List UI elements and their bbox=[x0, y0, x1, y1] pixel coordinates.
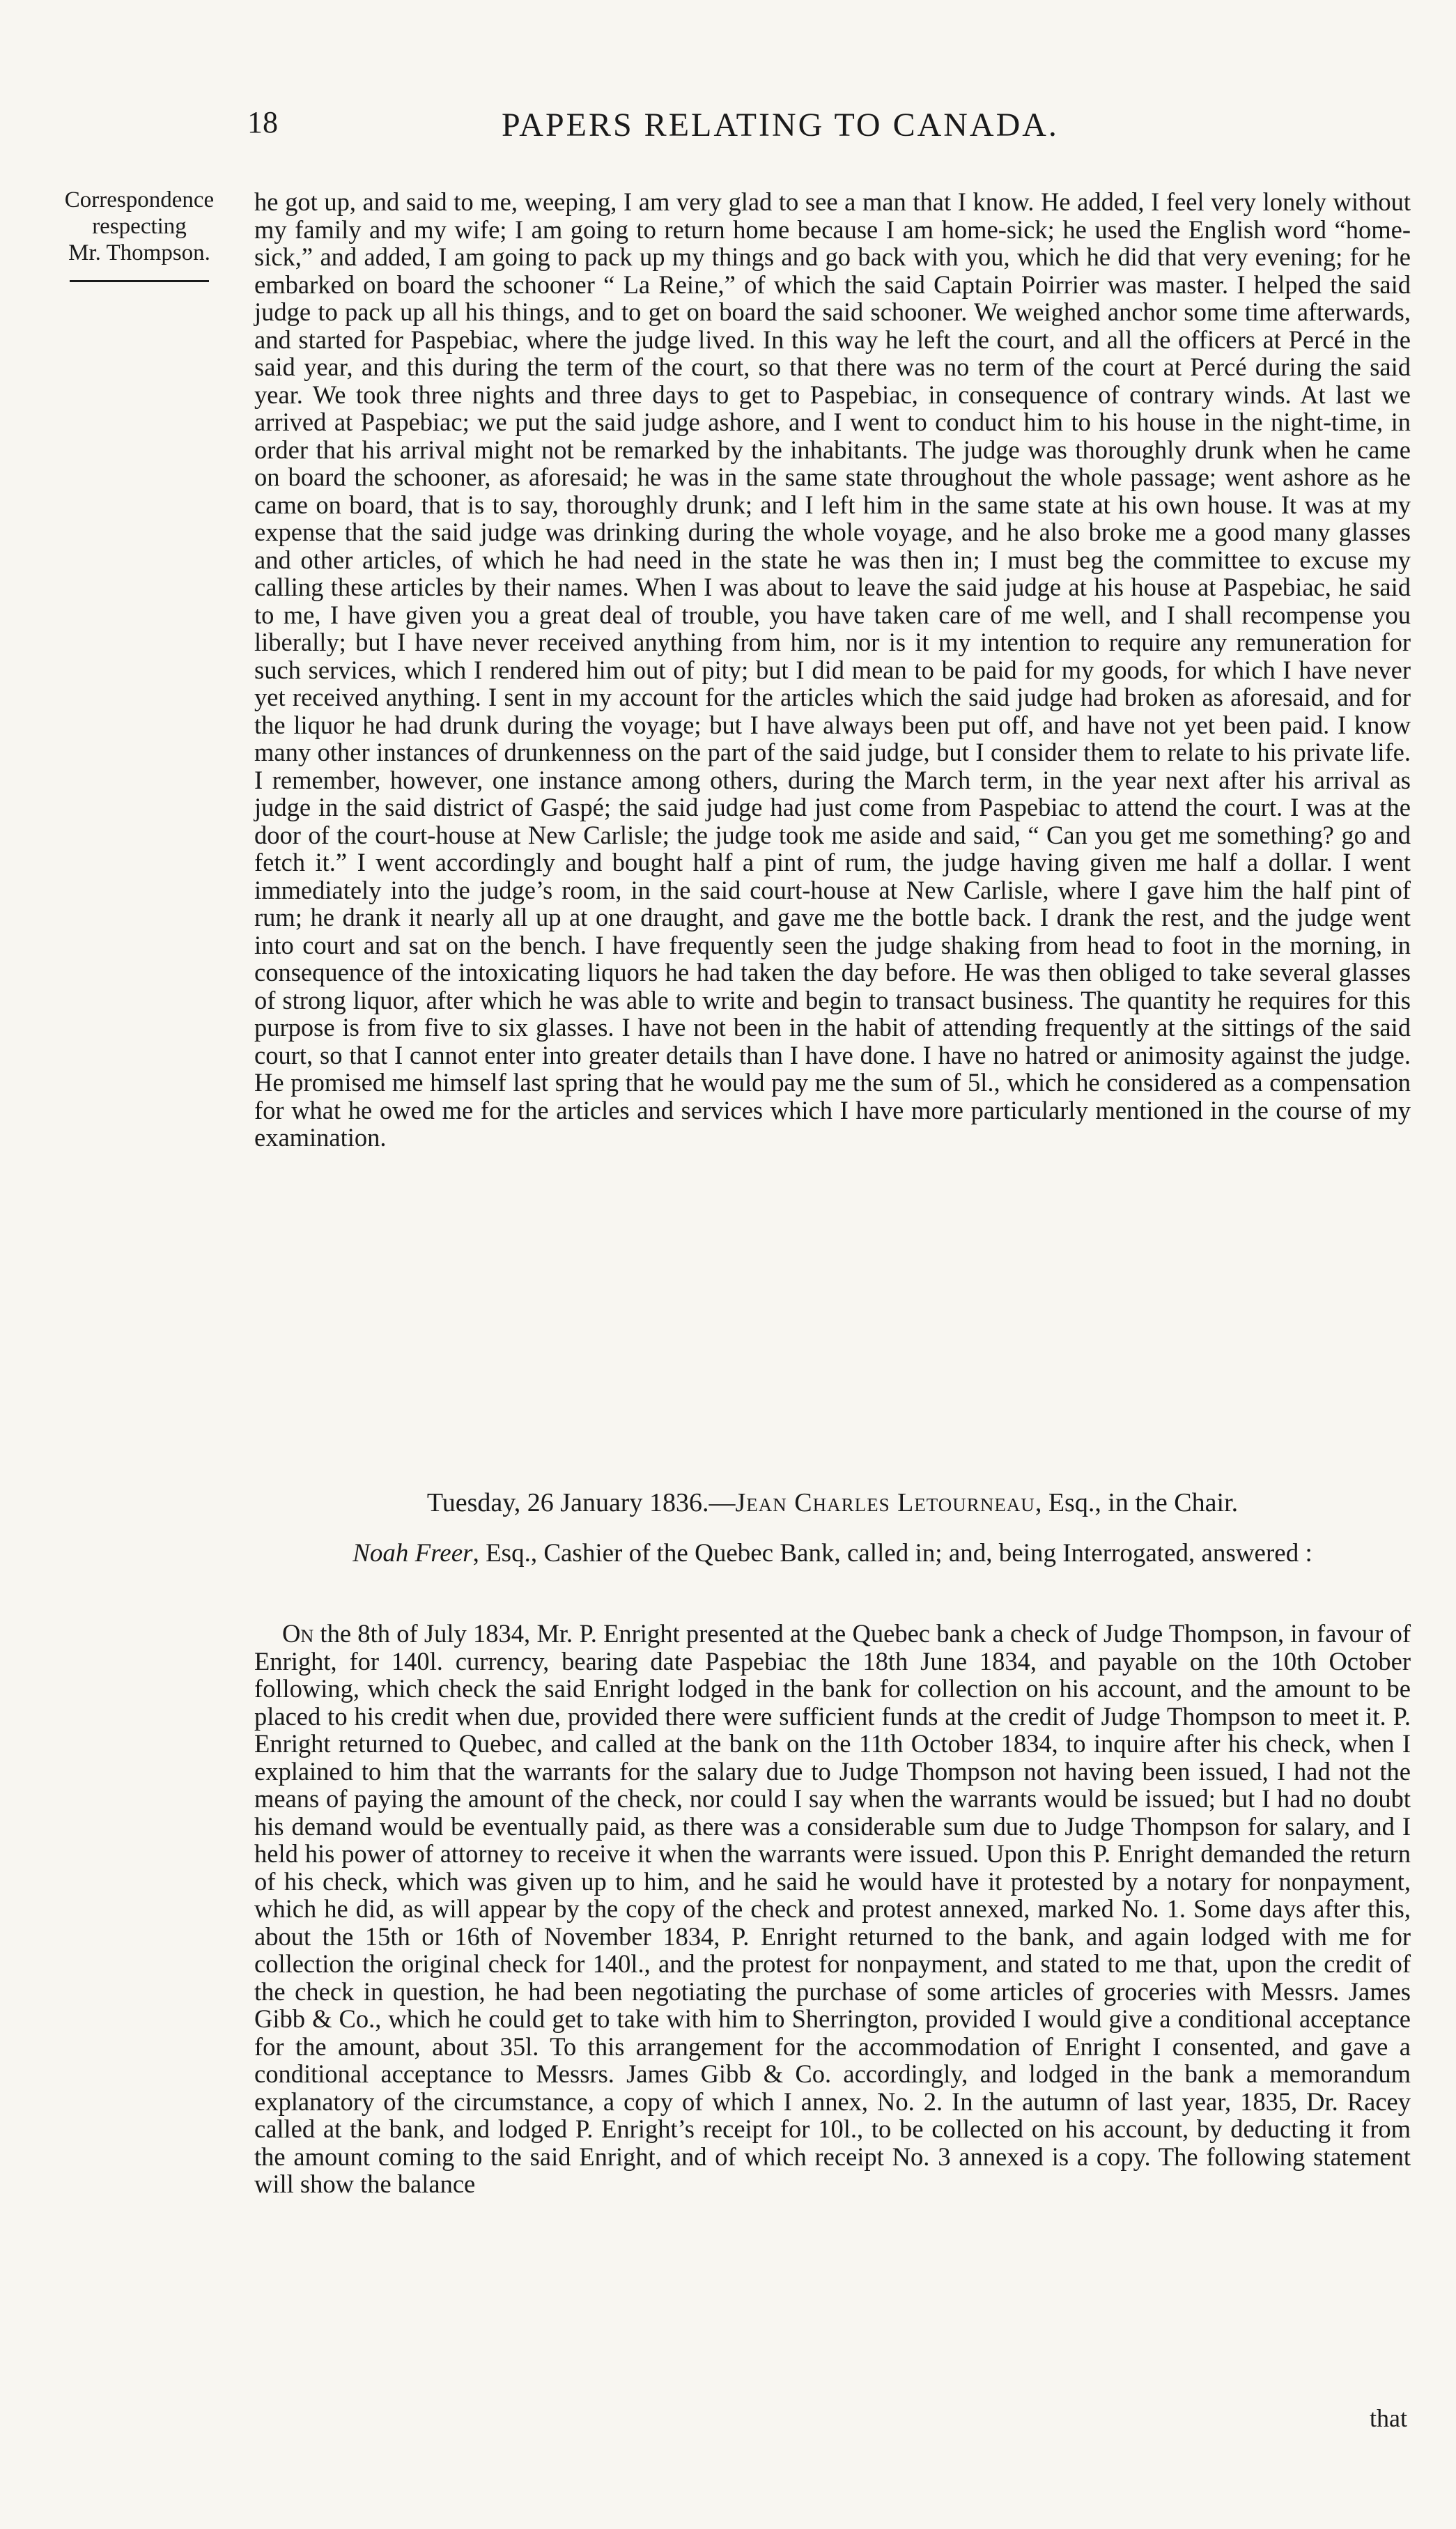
session-date: Tuesday, 26 January 1836.— bbox=[426, 1488, 736, 1517]
page-number: 18 bbox=[247, 105, 278, 139]
answer-lead-word: On bbox=[282, 1619, 314, 1648]
margin-note-line: Correspondence bbox=[64, 187, 215, 212]
witness-name: Noah Freer bbox=[353, 1539, 473, 1568]
witness-answer bbox=[254, 1620, 1411, 2198]
chair-name: Jean Charles Letourneau bbox=[735, 1488, 1035, 1517]
margin-note bbox=[35, 187, 244, 282]
running-title: PAPERS RELATING TO CANADA. bbox=[502, 107, 1059, 144]
witness-description: , Esq., Cashier of the Quebec Bank, called in; and, being Interrogated, answered : bbox=[472, 1539, 1312, 1568]
witness-heading bbox=[254, 1540, 1411, 1568]
margin-note-line: respecting bbox=[92, 214, 187, 239]
chair-suffix: , Esq., in the Chair. bbox=[1035, 1488, 1239, 1517]
testimony-paragraph: he got up, and said to me, weeping, I am very glad to see a man that I know. He added, I feel very lonely without my family and my wife; I am going to return home because I am home-sick; he used the English word “home-sick,” and added, I am going to pack up my things and go back with you, which he did that very evening; for he embarked on board the schooner “ La Reine,” of which the said Captain Poirrier was master. I helped the said judge to pack up all his things, and to get on board the said schooner. We weighed anchor some time afterwards, and started for Paspebiac, where the judge lived. In this way he left the court, and all the officers at Percé in the said year, and this during the term of the court, so that there was no term of the court at Percé during the said year. We took three nights and three days to get to Paspebiac, in consequence of contrary winds. At last we arrived at Paspebiac; we put the said judge ashore, and I went to conduct him to his house in the night-time, in order that his arrival might not be remarked by the inhabitants. The judge was thoroughly drunk when he came on board the schooner, as aforesaid; he was in the same state throughout the whole passage; went ashore as he came on board, that is to say, thoroughly drunk; and I left him in the same state at his own house. It was at my expense that the said judge was drinking during the whole voyage, and he also broke me a good many glasses and other articles, of which he had need in the state he was then in; I must beg the committee to excuse my calling these articles by their names. When I was about to leave the said judge at his house at Paspebiac, he said to me, I have given you a great deal of trouble, you have taken care of me well, and I shall recompense you liberally; but I have never received anything from him, nor is it my intention to require any remuneration for such services, which I rendered him out of pity; but I did mean to be paid for my goods, for which I have never yet received anything. I sent in my account for the articles which the said judge had broken as aforesaid, and for the liquor he had drunk during the voyage; but I have always been put off, and have not yet been paid. I know many other instances of drunkenness on the part of the said judge, but I consider them to relate to his private life. I remember, however, one instance among others, during the March term, in the year next after his arrival as judge in the said district of Gaspé; the said judge had just come from Paspebiac to attend the court. I was at the door of the court-house at New Carlisle; the judge took me aside and said, “ Can you get me something? go and fetch it.” I went accordingly and bought half a pint of rum, the judge having given me half a dollar. I went immediately into the judge’s room, in the said court-house at New Carlisle, where I gave him the half pint of rum; he drank it nearly all up at one draught, and gave me the bottle back. I drank the rest, and the judge went into court and sat on the bench. I have frequently seen the judge shaking from head to foot in the morning, in consequence of the intoxicating liquors he had taken the day before. He was then obliged to take several glasses of strong liquor, after which he was able to write and begin to transact business. The quantity he requires for this purpose is from five to six glasses. I have not been in the habit of attending frequently at the sittings of the said court, so that I cannot enter into greater details than I have done. I have no hatred or animosity against the judge. He promised me himself last spring that he would pay me the sum of 5l., which he considered as a compensation for what he owed me for the articles and services which I have more particularly mentioned in the course of my examination. bbox=[254, 187, 1411, 1152]
margin-note-line: Mr. Thompson. bbox=[68, 240, 210, 265]
answer-paragraph bbox=[254, 1620, 1411, 2198]
catchword: that bbox=[1370, 2404, 1407, 2432]
testimony-continuation bbox=[254, 188, 1411, 1152]
answer-text: the 8th of July 1834, Mr. P. Enright presented at the Quebec bank a check of Judge Thompson, in favour of Enright, for 140l. currency, bearing date Paspebiac the 18th June 1834, and payable on the 10th October following, which check the said Enright lodged in the bank for collection on his account, and the amount to be placed to his credit when due, provided there were sufficient funds at the credit of Judge Thompson to meet it. P. Enright returned to Quebec, and called at the bank on the 11th October 1834, to inquire after his check, when I explained to him that the warrants for the salary due to Judge Thompson not having been issued, I had not the means of paying the amount of the check, nor could I say when the warrants would be issued; but I had no doubt his demand would be eventually paid, as there was a considerable sum due to Judge Thompson for salary, and I held his power of attorney to receive it when the warrants were issued. Upon this P. Enright demanded the return of his check, which was given up to him, and he said he would have it protested by a notary for nonpayment, which he did, as will appear by the copy of the check and protest annexed, marked No. 1. Some days after this, about the 15th or 16th of November 1834, P. Enright returned to the bank, and again lodged with me for collection the original check for 140l., and the protest for nonpayment, and stated to me that, upon the credit of the check in question, he had been negotiating the purchase of some articles of groceries with Messrs. James Gibb & Co., which he could get to take with him to Sherrington, provided I would give a conditional acceptance for the amount, about 35l. To this arrangement for the accommodation of Enright I consented, and gave a conditional acceptance to Messrs. James Gibb & Co. accordingly, and lodged in the bank a memorandum explanatory of the circumstance, a copy of which I annex, No. 2. In the autumn of last year, 1835, Dr. Racey called at the bank, and lodged P. Enright’s receipt for 10l., to be collected on his account, by deducting it from the amount coming to the said Enright, and of which receipt No. 3 annexed is a copy. The following statement will show the balance bbox=[254, 1619, 1411, 2198]
margin-rule bbox=[70, 280, 209, 282]
session-heading bbox=[254, 1487, 1411, 1518]
